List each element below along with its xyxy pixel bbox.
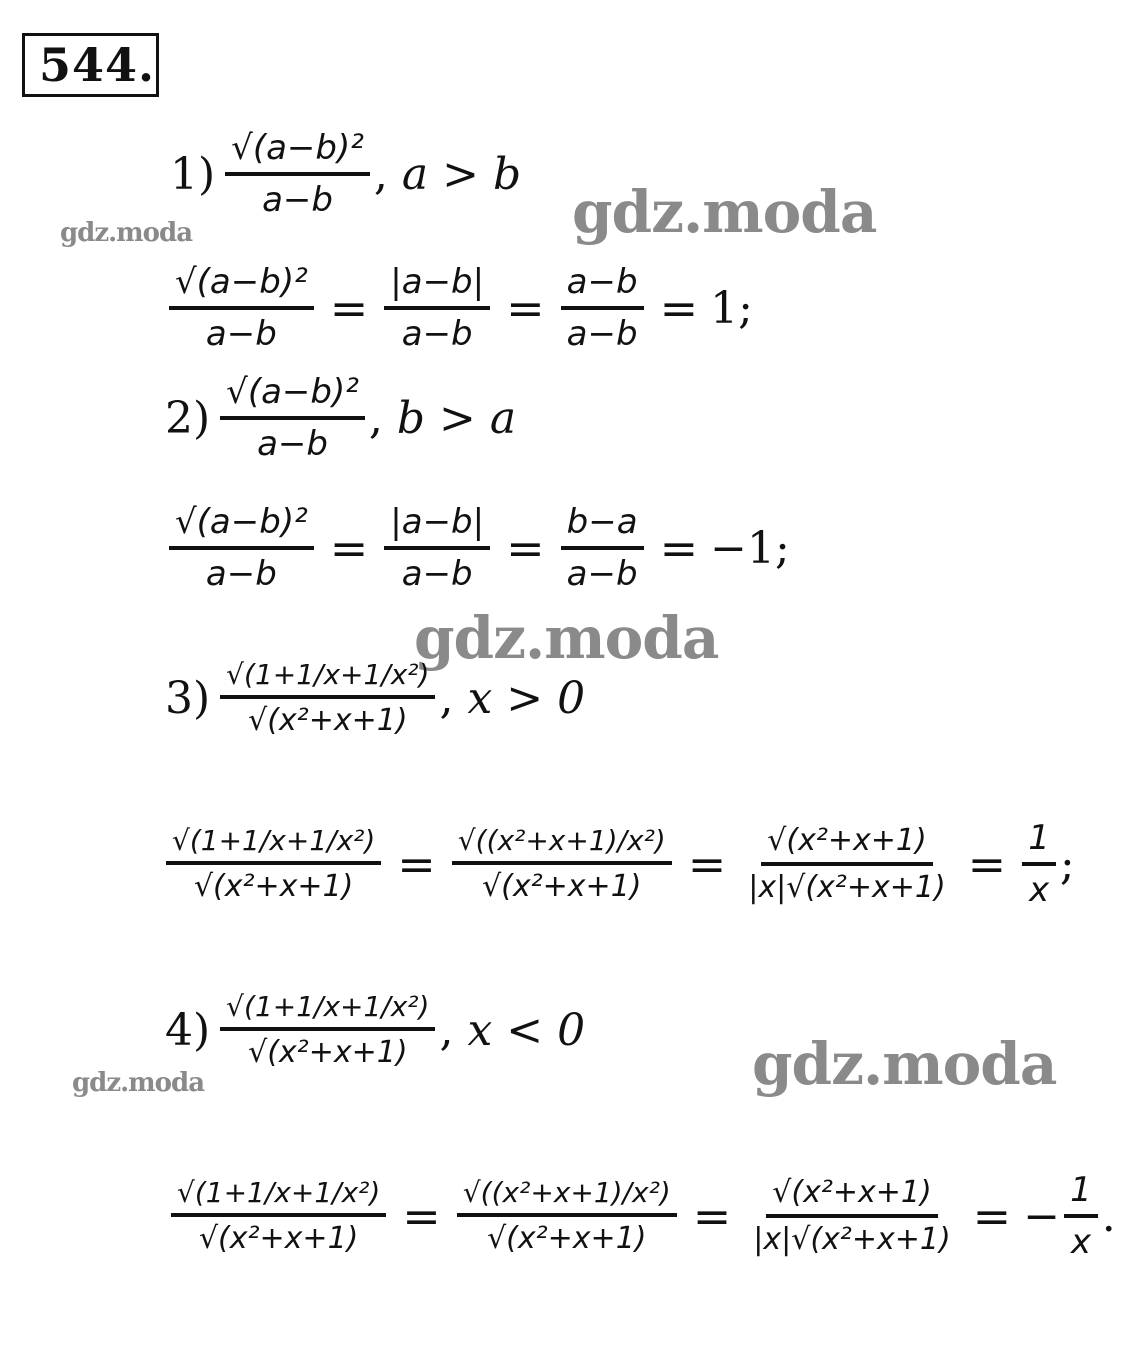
- result: −1;: [710, 522, 790, 574]
- step-fraction: [169, 262, 314, 354]
- step-fraction: [742, 823, 951, 905]
- fraction-numerator: 1: [1022, 818, 1056, 866]
- part-4-solution: [167, 1170, 1116, 1262]
- part-1-solution: [165, 262, 753, 354]
- fraction-numerator: √((x²+x+1)/x²): [457, 1176, 677, 1217]
- fraction-denominator: a−b: [205, 314, 277, 354]
- result: 1;: [710, 282, 753, 334]
- step-fraction: [452, 824, 672, 904]
- fraction-denominator: √(x²+x+1): [248, 1035, 408, 1070]
- watermark: gdz.moda: [752, 1030, 1057, 1098]
- part-2-heading: 2) $\frac{\text{√(a−b)²}}{a-b}$ , b > a: [165, 372, 517, 464]
- fraction-numerator: |a−b|: [384, 502, 490, 550]
- fraction-denominator: |x|√(x²+x+1): [753, 1222, 951, 1257]
- step-fraction: [747, 1175, 956, 1257]
- result-fraction: [1064, 1170, 1098, 1262]
- step-fraction: [171, 1176, 386, 1256]
- fraction-numerator: √(a−b)²: [220, 372, 365, 420]
- fraction-numerator: √(a−b)²: [225, 128, 370, 176]
- result-end: .: [1101, 1190, 1116, 1242]
- fraction-denominator: a−b: [566, 314, 638, 354]
- equals-sign: =: [687, 837, 727, 891]
- watermark: gdz.moda: [72, 1068, 205, 1098]
- fraction-denominator: x: [1028, 870, 1050, 910]
- step-fraction: [166, 824, 381, 904]
- equals-sign: =: [329, 281, 369, 335]
- given-fraction: [220, 990, 435, 1070]
- fraction-numerator: √(a−b)²: [169, 502, 314, 550]
- result-end: ;: [1059, 838, 1075, 890]
- step-fraction: [561, 502, 644, 594]
- equals-sign: =: [692, 1189, 732, 1243]
- fraction-numerator: |a−b|: [384, 262, 490, 310]
- part-1-heading: 1) $\frac{\text{√(a−b)²}}{a-b}$ , a > b: [170, 128, 522, 220]
- watermark: gdz.moda: [414, 604, 719, 672]
- watermark: gdz.moda: [572, 178, 877, 246]
- fraction-denominator: √(x²+x+1): [248, 703, 408, 738]
- equals-sign: =: [659, 281, 699, 335]
- fraction-denominator: |x|√(x²+x+1): [748, 870, 946, 905]
- condition: x > 0: [467, 672, 586, 724]
- fraction-denominator: a−b: [257, 424, 328, 464]
- given-fraction: [220, 372, 365, 464]
- fraction-denominator: √(x²+x+1): [198, 1221, 359, 1256]
- part-4-heading: 4) $\frac{\text{√(1+1/x+1/x²)}}{\text{√(x²+x+1)}}$ , x < 0: [165, 990, 586, 1070]
- equals-sign: =: [972, 1189, 1012, 1243]
- fraction-denominator: a−b: [566, 554, 638, 594]
- given-fraction: [220, 658, 435, 738]
- fraction-denominator: √(x²+x+1): [193, 869, 354, 904]
- condition: x < 0: [467, 1004, 586, 1056]
- fraction-denominator: a−b: [401, 314, 473, 354]
- fraction-denominator: √(x²+x+1): [482, 869, 642, 904]
- fraction-denominator: a−b: [262, 180, 333, 220]
- equals-sign: =: [967, 837, 1007, 891]
- part-2-solution: [165, 502, 790, 594]
- part-label: 1): [170, 148, 216, 200]
- fraction-denominator: x: [1070, 1222, 1091, 1262]
- fraction-numerator: √(x²+x+1): [761, 823, 932, 866]
- step-fraction: [169, 502, 314, 594]
- result-fraction: [1022, 818, 1056, 910]
- part-label: 4): [165, 1004, 211, 1056]
- condition: a > b: [401, 148, 522, 200]
- watermark: gdz.moda: [60, 218, 193, 248]
- fraction-numerator: √(1+1/x+1/x²): [166, 824, 381, 865]
- fraction-numerator: b−a: [561, 502, 644, 550]
- condition: b > a: [396, 392, 517, 444]
- step-fraction: [561, 262, 644, 354]
- fraction-numerator: √(x²+x+1): [766, 1175, 937, 1218]
- fraction-numerator: √(1+1/x+1/x²): [220, 658, 435, 699]
- equals-sign: =: [506, 521, 545, 575]
- fraction-numerator: a−b: [561, 262, 644, 310]
- fraction-numerator: √(a−b)²: [169, 262, 314, 310]
- fraction-denominator: √(x²+x+1): [487, 1221, 647, 1256]
- exercise-number: 544.: [22, 33, 159, 97]
- equals-sign: =: [506, 281, 545, 335]
- equals-sign: =: [397, 837, 436, 891]
- fraction-denominator: a−b: [205, 554, 277, 594]
- equals-sign: =: [659, 521, 699, 575]
- part-label: 2): [165, 392, 211, 444]
- part-3-heading: 3) $\frac{\text{√(1+1/x+1/x²)}}{\text{√(x²+x+1)}}$ , x > 0: [165, 658, 586, 738]
- fraction-numerator: √(1+1/x+1/x²): [220, 990, 435, 1031]
- step-fraction: [457, 1176, 677, 1256]
- fraction-numerator: √(1+1/x+1/x²): [171, 1176, 386, 1217]
- fraction-numerator: 1: [1064, 1170, 1098, 1218]
- equals-sign: =: [402, 1189, 441, 1243]
- part-label: 3): [165, 672, 211, 724]
- equals-sign: =: [329, 521, 369, 575]
- fraction-denominator: a−b: [401, 554, 473, 594]
- step-fraction: [384, 502, 490, 594]
- fraction-numerator: √((x²+x+1)/x²): [452, 824, 672, 865]
- result-sign: −: [1023, 1190, 1061, 1242]
- step-fraction: [384, 262, 490, 354]
- given-fraction: [225, 128, 370, 220]
- part-3-solution: [162, 818, 1075, 910]
